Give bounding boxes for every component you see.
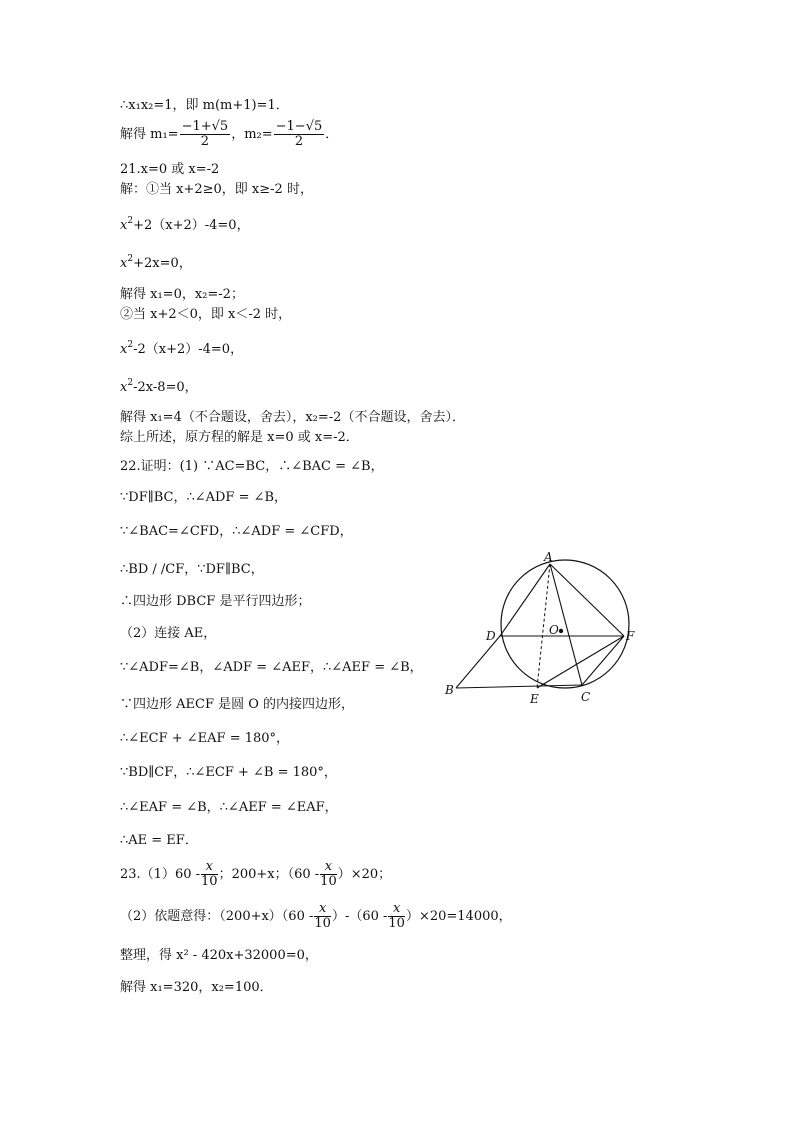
label-a: A (544, 552, 553, 564)
text-line-fractions: 23.（1）60 - $\frac{x}{10}$ ；200+x；（60 - $\frac{x}{10}$ ）×20； (120, 859, 392, 889)
text-line: 解得 x₁=320，x₂=100． (120, 980, 273, 995)
text-line: ∴AE = EF． (120, 833, 198, 848)
text-line: 解：①当 x+2≥0，即 x≥-2 时， (120, 182, 313, 197)
text-line-fractions: （2）依题意得：（200+x）（60 - $\frac{x}{10}$ ）-（60 - $\frac{x}{10}$ ）×20=14000， (120, 901, 512, 931)
label-c: C (581, 690, 591, 704)
text-line: ∴四边形 DBCF 是平行四边形； (120, 594, 311, 609)
text-line: ∵四边形 AECF 是圆 O 的内接四边形， (120, 697, 355, 712)
text-line-fractions: 解得 m₁= $\frac{-1+√5}{2}$ ，m₂= $\frac{-1-√5}{2}$ ． (120, 119, 339, 149)
label-b: B (445, 683, 454, 697)
text-line: ∴x₁x₂=1，即 m(m+1)=1． (120, 98, 289, 113)
geometry-figure (440, 552, 660, 712)
fraction: $\frac{x}{10}$ (320, 859, 337, 889)
text-line: ∴BD / /CF，∵DF∥BC， (120, 562, 264, 577)
text-line: 21.x=0 或 x=-2 (120, 162, 220, 177)
label-d: D (486, 629, 496, 643)
text-line: 解得 x₁=4（不合题设，舍去），x₂=-2（不合题设，舍去）． (120, 410, 465, 425)
segment-af (550, 564, 624, 636)
text-line: ∵∠BAC=∠CFD，∴∠ADF = ∠CFD， (120, 524, 353, 539)
text-line: 综上所述，原方程的解是 x=0 或 x=-2． (120, 430, 359, 445)
text-line: 22.证明：(1) ∵AC=BC，∴∠BAC = ∠B， (120, 459, 384, 474)
text-line: ∴∠ECF + ∠EAF = 180°， (120, 731, 290, 746)
label-f: F (626, 629, 635, 643)
fraction: $\frac{-1-√5}{2}$ (275, 119, 323, 149)
equation-line: $x^2+2(x+2)-4=0$， (120, 216, 250, 233)
equation-line: $x^2-2(x+2)-4=0$， (120, 340, 244, 357)
text-line: 整理，得 x² - 420x+32000=0， (120, 948, 318, 963)
text-line: （2）连接 AE， (120, 626, 217, 641)
fraction: $\frac{-1+√5}{2}$ (181, 119, 229, 149)
equation-line: $x^2+2x=0$， (120, 254, 192, 271)
fraction: $\frac{x}{10}$ (314, 901, 331, 931)
fraction: $\frac{x}{10}$ (388, 901, 405, 931)
text-line: ∵∠ADF=∠B，∠ADF = ∠AEF，∴∠AEF = ∠B， (120, 660, 423, 675)
text-line: ∵BD∥CF，∴∠ECF + ∠B = 180°， (120, 765, 337, 780)
text-line: ②当 x+2＜0，即 x＜-2 时， (120, 307, 292, 322)
text-line: ∵DF∥BC，∴∠ADF = ∠B， (120, 490, 288, 505)
text-line: 解得 x₁=0，x₂=-2； (120, 287, 244, 302)
center-point (559, 629, 563, 633)
text-line: ∴∠EAF = ∠B，∴∠AEF = ∠EAF， (120, 800, 338, 815)
label-e: E (530, 692, 539, 706)
equation-line: $x^2-2x-8=0$， (120, 378, 198, 395)
label-o: O (549, 623, 559, 637)
segment-db (456, 636, 500, 688)
fraction: $\frac{x}{10}$ (201, 859, 218, 889)
